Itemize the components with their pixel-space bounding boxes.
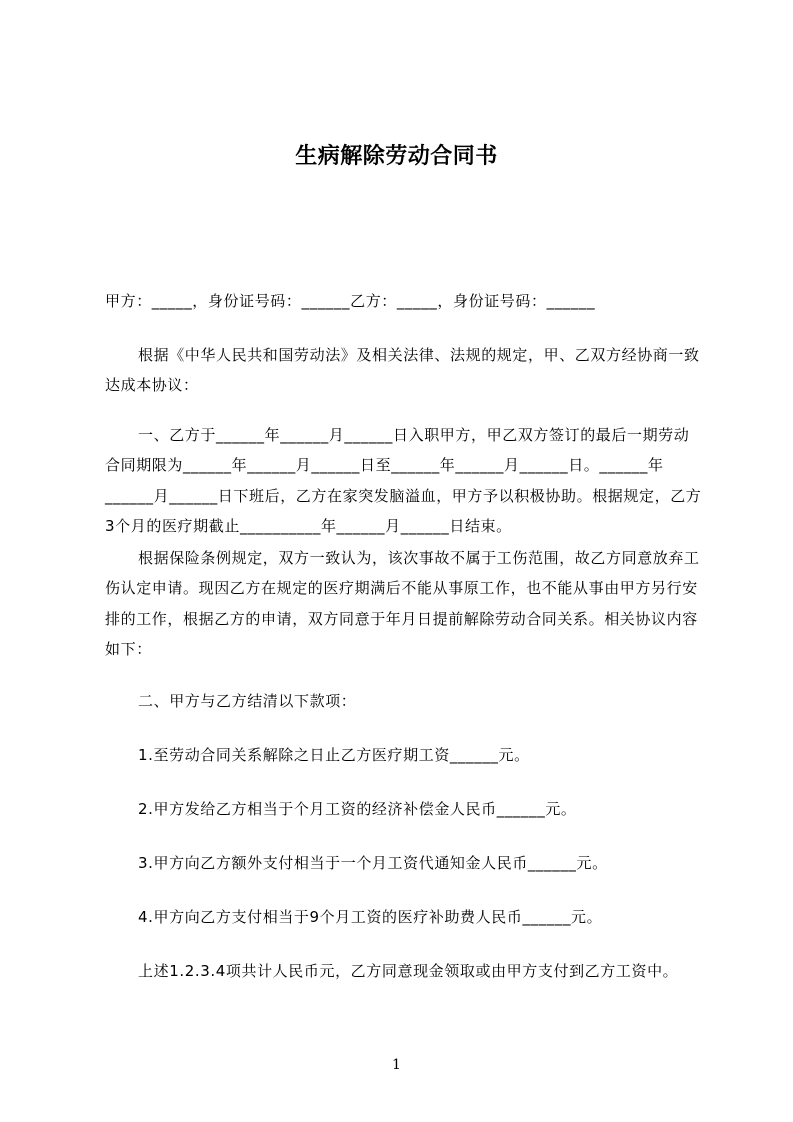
- insurance-paragraph: 根据保险条例规定，双方一致认为，该次事故不属于工伤范围，故乙方同意放弃工伤认定申请。现因乙方在规定的医疗期满后不能从事原工作，也不能从事由甲方另行安排的工作，根据乙方的申请，双方同意于年月日提前解除劳动合同关系。相关协议内容如下：: [105, 549, 700, 659]
- parties-line: 甲方：_____，身份证号码：______乙方：_____，身份证号码：______: [105, 292, 596, 310]
- payment-item-2: 2.甲方发给乙方相当于个月工资的经济补偿金人民币______元。: [138, 800, 577, 818]
- page-number: 1: [392, 1057, 401, 1073]
- clause-one-paragraph: 一、乙方于______年______月______日入职甲方，甲乙双方签订的最后一期劳动合同期限为______年______月______日至______年______月______日。______年______月______日下班后，乙方在家突发脑溢血，甲方予以积极协助。根据规定，乙方3个月的医疗期截止__________年______月______日结束。: [105, 426, 702, 536]
- payment-item-1: 1.至劳动合同关系解除之日止乙方医疗期工资______元。: [138, 746, 530, 764]
- summary-paragraph: 上述1.2.3.4项共计人民币元，乙方同意现金领取或由甲方支付到乙方工资中。: [138, 962, 679, 980]
- document-title: 生病解除劳动合同书: [295, 144, 498, 169]
- payment-item-4: 4.甲方向乙方支付相当于9个月工资的医疗补助费人民币______元。: [138, 908, 603, 926]
- intro-paragraph: 根据《中华人民共和国劳动法》及相关法律、法规的规定，甲、乙双方经协商一致达成本协议：: [105, 346, 700, 395]
- payment-item-3: 3.甲方向乙方额外支付相当于一个月工资代通知金人民币______元。: [138, 854, 608, 872]
- clause-two-heading: 二、甲方与乙方结清以下款项：: [138, 692, 357, 710]
